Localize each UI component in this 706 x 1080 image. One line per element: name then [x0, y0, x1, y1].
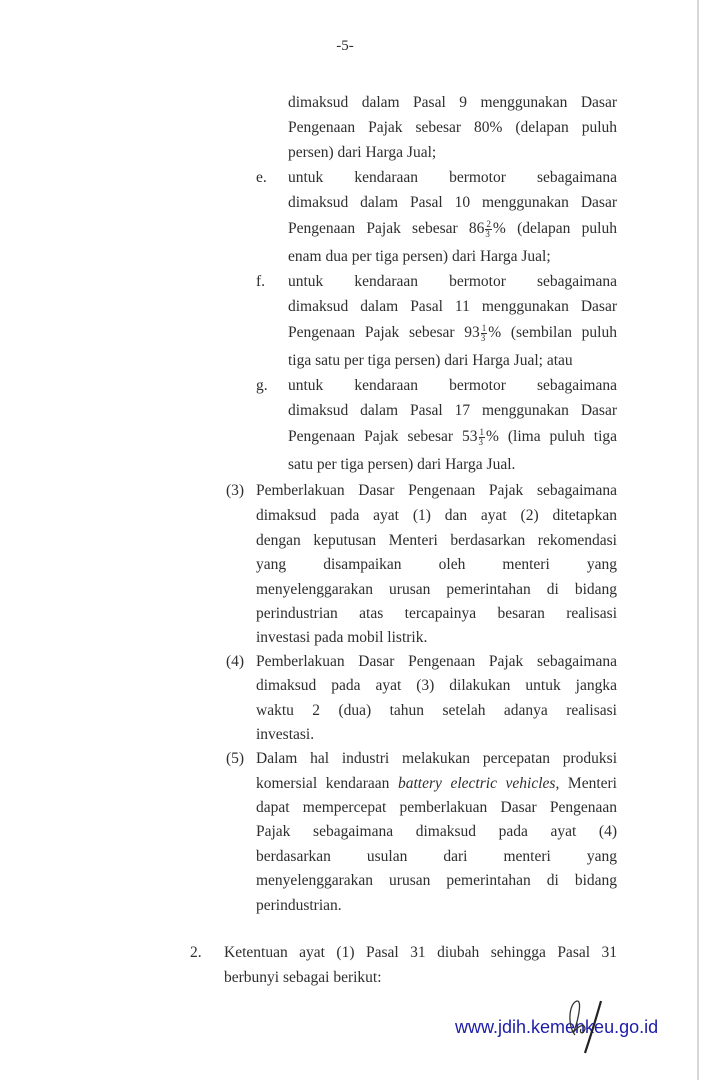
line-text: dengan keputusan Menteri berdasarkan rekomendasi: [256, 532, 617, 549]
fraction-numerator: 1: [481, 322, 487, 333]
fraction: [479, 428, 486, 447]
text-segment: % (sembilan puluh: [488, 324, 617, 341]
line-text: persen) dari Harga Jual;: [288, 144, 437, 161]
line-text: untuk kendaraan bermotor sebagaimana: [288, 169, 617, 186]
line-text: perindustrian atas tercapainya besaran realisasi: [256, 605, 617, 622]
line-text: berbunyi sebagai berikut:: [224, 969, 382, 986]
line-text: untuk kendaraan bermotor sebagaimana: [288, 377, 617, 394]
line-text: Pengenaan Pajak sebesar 80% (delapan puluh: [288, 119, 617, 136]
line-text: dimaksud dalam Pasal 11 menggunakan Dasar: [288, 298, 617, 315]
watermark-url[interactable]: www.jdih.kemenkeu.go.id: [455, 1017, 659, 1037]
page-edge: [697, 0, 699, 1080]
line-text: [288, 427, 617, 447]
italic-term: battery electric vehicles,: [397, 775, 560, 792]
text-segment: % (lima puluh tiga: [486, 428, 617, 445]
line-text: waktu 2 (dua) tahun setelah adanya realisasi: [256, 702, 617, 719]
list-label: (5): [226, 750, 245, 767]
line-text: satu per tiga persen) dari Harga Jual.: [288, 456, 516, 473]
list-label: (3): [226, 482, 245, 499]
line-text: [256, 774, 617, 794]
line-text: investasi pada mobil listrik.: [256, 629, 428, 646]
text-segment: komersial kendaraan: [256, 775, 398, 792]
list-label: g.: [256, 377, 268, 394]
line-text: [288, 219, 617, 239]
line-text: Ketentuan ayat (1) Pasal 31 diubah sehingga Pasal 31: [224, 944, 617, 961]
text-segment: Menteri: [559, 775, 617, 792]
list-label: (4): [226, 653, 245, 670]
line-text: dimaksud pada ayat (3) dilakukan untuk jangka: [256, 677, 617, 694]
line-text: tiga satu per tiga persen) dari Harga Jual; atau: [288, 352, 573, 369]
fraction-denominator: 3: [485, 228, 490, 239]
page-number: -5-: [336, 38, 354, 54]
line-text: menyelenggarakan urusan pemerintahan di bidang: [256, 872, 617, 889]
line-text: Pemberlakuan Dasar Pengenaan Pajak sebagaimana: [256, 653, 617, 670]
line-text: [288, 323, 617, 343]
text-segment: % (delapan puluh: [492, 220, 617, 237]
line-text: Dalam hal industri melakukan percepatan produksi: [256, 750, 617, 767]
line-text: yang disampaikan oleh menteri yang: [256, 556, 617, 573]
line-text: Pajak sebagaimana dimaksud pada ayat (4): [256, 823, 617, 840]
line-text: dimaksud dalam Pasal 10 menggunakan Dasar: [288, 194, 617, 211]
text-segment: Pengenaan Pajak sebesar 86: [288, 220, 485, 237]
line-text: perindustrian.: [256, 897, 342, 914]
line-text: dapat mempercepat pemberlakuan Dasar Pengenaan: [256, 799, 617, 816]
fraction-denominator: 3: [478, 436, 484, 447]
line-text: dimaksud dalam Pasal 17 menggunakan Dasar: [288, 402, 617, 419]
line-text: berdasarkan usulan dari menteri yang: [256, 848, 617, 865]
fraction: [485, 220, 492, 239]
line-text: dimaksud dalam Pasal 9 menggunakan Dasar: [288, 94, 617, 111]
text-segment: Pengenaan Pajak sebesar 53: [288, 428, 478, 445]
line-text: untuk kendaraan bermotor sebagaimana: [288, 273, 617, 290]
fraction-numerator: 1: [479, 426, 485, 437]
fraction: [481, 324, 488, 343]
line-text: investasi.: [256, 726, 315, 743]
fraction-denominator: 3: [480, 332, 486, 343]
line-text: Pemberlakuan Dasar Pengenaan Pajak sebagaimana: [256, 482, 617, 499]
line-text: menyelenggarakan urusan pemerintahan di bidang: [256, 581, 617, 598]
text-segment: Pengenaan Pajak sebesar 93: [288, 324, 480, 341]
list-label: f.: [256, 273, 266, 290]
signature-initial: [555, 995, 625, 1055]
line-text: dimaksud pada ayat (1) dan ayat (2) ditetapkan: [256, 507, 617, 524]
list-label: e.: [256, 169, 267, 186]
line-text: enam dua per tiga persen) dari Harga Jual;: [288, 248, 551, 265]
list-label: 2.: [190, 944, 202, 961]
fraction-numerator: 2: [486, 218, 491, 229]
